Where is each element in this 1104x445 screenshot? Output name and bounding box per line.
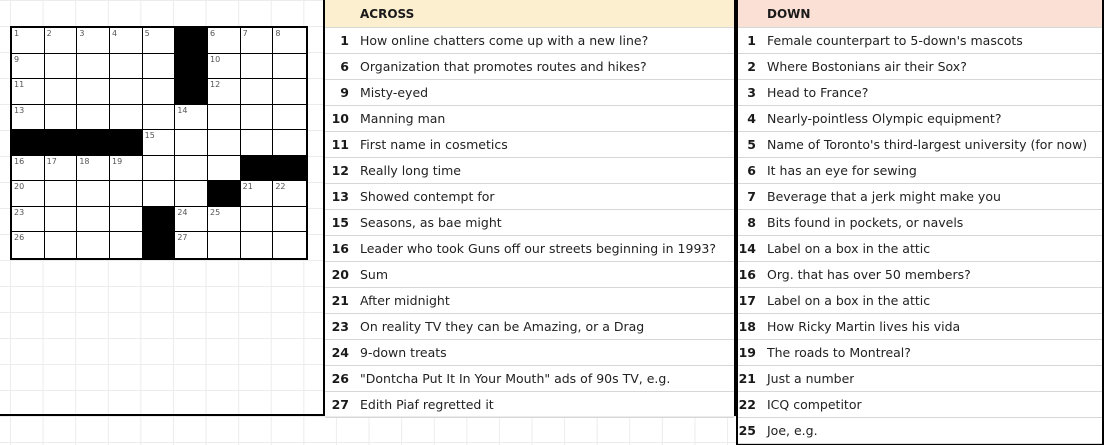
clue-text: How online chatters come up with a new line? xyxy=(360,33,649,48)
grid-cell[interactable] xyxy=(175,130,208,156)
grid-cell[interactable] xyxy=(241,54,274,80)
clue-text: 9-down treats xyxy=(360,345,447,360)
across-clue-row[interactable] xyxy=(325,106,734,132)
cell-number: 2 xyxy=(46,29,52,38)
clue-number: 9 xyxy=(340,85,349,100)
grid-cell[interactable] xyxy=(77,181,110,207)
clue-number: 13 xyxy=(331,189,349,204)
grid-cell[interactable] xyxy=(241,130,274,156)
clue-number: 21 xyxy=(331,293,349,308)
down-clue-row[interactable] xyxy=(738,314,1102,340)
clue-number: 17 xyxy=(738,293,756,308)
down-clue-row[interactable] xyxy=(738,210,1102,236)
clue-text: First name in cosmetics xyxy=(360,137,508,152)
clue-number: 12 xyxy=(331,163,349,178)
grid-cell[interactable] xyxy=(45,105,78,131)
clue-text: Org. that has over 50 members? xyxy=(767,267,971,282)
grid-cell[interactable] xyxy=(12,156,45,182)
clue-number: 23 xyxy=(331,319,349,334)
clue-text: ICQ competitor xyxy=(767,397,862,412)
cell-number: 14 xyxy=(177,105,188,115)
clue-text: Edith Piaf regretted it xyxy=(360,397,494,412)
clue-text: Organization that promotes routes and hikes? xyxy=(360,59,647,74)
clue-number: 11 xyxy=(331,137,349,152)
down-clue-row[interactable] xyxy=(738,392,1102,418)
clue-text: On reality TV they can be Amazing, or a Drag xyxy=(360,319,645,334)
cell-number: 26 xyxy=(14,233,25,243)
grid-cell[interactable] xyxy=(45,54,78,80)
clue-number: 26 xyxy=(331,371,349,386)
grid-cell[interactable] xyxy=(12,207,45,233)
grid-cell[interactable] xyxy=(143,54,176,80)
clue-text: Seasons, as bae might xyxy=(360,215,502,230)
clue-number: 6 xyxy=(747,163,756,178)
across-clue-row[interactable] xyxy=(325,132,734,158)
grid-cell[interactable] xyxy=(110,156,143,182)
grid-cell[interactable] xyxy=(273,79,306,105)
across-clue-row[interactable] xyxy=(325,236,734,262)
grid-cell[interactable] xyxy=(241,232,274,258)
grid-block xyxy=(241,156,274,182)
clue-number: 27 xyxy=(331,397,349,412)
cell-number: 1 xyxy=(14,29,20,38)
clue-text: Nearly-pointless Olympic equipment? xyxy=(767,111,1002,126)
grid-block xyxy=(12,130,45,156)
clue-text: After midnight xyxy=(360,293,450,308)
grid-block xyxy=(45,130,78,156)
down-clue-row[interactable] xyxy=(738,132,1102,158)
grid-cell[interactable] xyxy=(273,232,306,258)
clue-number: 15 xyxy=(331,215,349,230)
grid-cell[interactable] xyxy=(77,28,110,54)
cell-number: 11 xyxy=(14,80,25,90)
grid-cell[interactable] xyxy=(12,79,45,105)
clue-number: 1 xyxy=(340,33,349,48)
grid-block xyxy=(77,130,110,156)
cell-number: 27 xyxy=(177,233,188,243)
cell-number: 23 xyxy=(14,207,25,217)
across-clue-row[interactable] xyxy=(325,54,734,80)
across-clue-row[interactable] xyxy=(325,28,734,54)
grid-block xyxy=(143,232,176,258)
clue-number: 4 xyxy=(747,111,756,126)
grid-cell[interactable] xyxy=(208,79,241,105)
cell-number: 4 xyxy=(112,29,118,38)
grid-cell[interactable] xyxy=(143,105,176,131)
clue-text: Female counterpart to 5-down's mascots xyxy=(767,33,1023,48)
grid-cell[interactable] xyxy=(12,232,45,258)
across-clue-row[interactable] xyxy=(325,366,734,392)
cell-number: 25 xyxy=(210,207,221,217)
grid-cell[interactable] xyxy=(12,28,45,54)
across-clue-row[interactable] xyxy=(325,210,734,236)
clue-number: 8 xyxy=(747,215,756,230)
cell-number: 12 xyxy=(210,80,221,90)
cell-number: 8 xyxy=(275,29,281,38)
down-clue-row[interactable] xyxy=(738,366,1102,392)
grid-cell[interactable] xyxy=(208,232,241,258)
clue-text: Beverage that a jerk might make you xyxy=(767,189,1001,204)
across-clue-row[interactable] xyxy=(325,184,734,210)
crossword-grid xyxy=(10,26,308,260)
across-clue-row[interactable] xyxy=(325,288,734,314)
across-clues-panel xyxy=(323,0,736,416)
grid-cell[interactable] xyxy=(45,28,78,54)
grid-cell[interactable] xyxy=(273,207,306,233)
cell-number: 7 xyxy=(242,29,248,38)
clue-number: 5 xyxy=(747,137,756,152)
clue-text: Just a number xyxy=(767,371,855,386)
grid-cell[interactable] xyxy=(175,105,208,131)
across-clue-row[interactable] xyxy=(325,314,734,340)
grid-cell[interactable] xyxy=(208,28,241,54)
clue-number: 16 xyxy=(331,241,349,256)
grid-cell[interactable] xyxy=(208,130,241,156)
across-clue-row[interactable] xyxy=(325,340,734,366)
cell-number: 18 xyxy=(79,156,90,166)
grid-cell[interactable] xyxy=(45,79,78,105)
across-heading: ACROSS xyxy=(325,0,734,28)
down-clue-row[interactable] xyxy=(738,418,1102,444)
grid-block xyxy=(175,54,208,80)
clue-text: Head to France? xyxy=(767,85,869,100)
grid-cell[interactable] xyxy=(110,54,143,80)
clue-text: Manning man xyxy=(360,111,446,126)
grid-cell[interactable] xyxy=(273,54,306,80)
cell-number: 15 xyxy=(144,131,155,141)
down-clue-row[interactable] xyxy=(738,236,1102,262)
across-clue-row[interactable] xyxy=(325,392,734,418)
grid-block xyxy=(208,181,241,207)
clue-number: 7 xyxy=(747,189,756,204)
clue-number: 20 xyxy=(331,267,349,282)
down-clues-panel xyxy=(736,0,1104,445)
grid-cell[interactable] xyxy=(45,232,78,258)
down-clue-row[interactable] xyxy=(738,288,1102,314)
cell-number: 6 xyxy=(210,29,216,38)
down-clue-row[interactable] xyxy=(738,340,1102,366)
grid-cell[interactable] xyxy=(208,207,241,233)
grid-block xyxy=(110,130,143,156)
grid-cell[interactable] xyxy=(77,79,110,105)
cell-number: 9 xyxy=(14,54,20,64)
down-clue-row[interactable] xyxy=(738,106,1102,132)
clue-text: The roads to Montreal? xyxy=(767,345,911,360)
grid-cell[interactable] xyxy=(273,28,306,54)
clue-number: 10 xyxy=(331,111,349,126)
down-clue-row[interactable] xyxy=(738,184,1102,210)
grid-cell[interactable] xyxy=(110,207,143,233)
grid-cell[interactable] xyxy=(143,79,176,105)
grid-cell[interactable] xyxy=(241,28,274,54)
grid-cell[interactable] xyxy=(273,105,306,131)
grid-cell[interactable] xyxy=(12,105,45,131)
down-heading: DOWN xyxy=(738,0,1102,28)
across-clue-row[interactable] xyxy=(325,262,734,288)
cell-number: 16 xyxy=(14,156,25,166)
clue-text: Where Bostonians air their Sox? xyxy=(767,59,967,74)
grid-cell[interactable] xyxy=(208,156,241,182)
clue-number: 18 xyxy=(738,319,756,334)
cell-number: 20 xyxy=(14,182,25,192)
grid-cell[interactable] xyxy=(208,105,241,131)
clue-number: 1 xyxy=(747,33,756,48)
grid-cell[interactable] xyxy=(110,28,143,54)
clue-text: Misty-eyed xyxy=(360,85,429,100)
cell-number: 21 xyxy=(242,182,253,192)
down-clue-row[interactable] xyxy=(738,28,1102,54)
down-clue-list xyxy=(738,28,1102,444)
across-clue-row[interactable] xyxy=(325,80,734,106)
grid-cell[interactable] xyxy=(175,207,208,233)
down-clue-row[interactable] xyxy=(738,54,1102,80)
clue-number: 6 xyxy=(340,59,349,74)
grid-cell[interactable] xyxy=(143,156,176,182)
clue-text: "Dontcha Put It In Your Mouth" ads of 90s TV, e.g. xyxy=(360,371,671,386)
grid-cell[interactable] xyxy=(143,181,176,207)
across-clue-list xyxy=(325,28,734,418)
across-clue-row[interactable] xyxy=(325,158,734,184)
grid-block xyxy=(143,207,176,233)
grid-cell[interactable] xyxy=(241,207,274,233)
grid-block xyxy=(175,79,208,105)
clue-text: How Ricky Martin lives his vida xyxy=(767,319,961,334)
clue-number: 22 xyxy=(738,397,756,412)
grid-cell[interactable] xyxy=(77,156,110,182)
grid-cell[interactable] xyxy=(241,181,274,207)
grid-cell[interactable] xyxy=(77,232,110,258)
grid-cell[interactable] xyxy=(12,181,45,207)
grid-cell[interactable] xyxy=(273,130,306,156)
cell-number: 10 xyxy=(210,54,221,64)
clue-number: 21 xyxy=(738,371,756,386)
cell-number: 3 xyxy=(79,29,85,38)
grid-cell[interactable] xyxy=(12,54,45,80)
cell-number: 13 xyxy=(14,105,25,115)
cell-number: 19 xyxy=(112,156,123,166)
grid-cell[interactable] xyxy=(175,181,208,207)
grid-cell[interactable] xyxy=(77,54,110,80)
grid-cell[interactable] xyxy=(77,105,110,131)
clue-text: Showed contempt for xyxy=(360,189,495,204)
clue-number: 2 xyxy=(747,59,756,74)
grid-cell[interactable] xyxy=(45,207,78,233)
grid-block xyxy=(175,28,208,54)
grid-cell[interactable] xyxy=(77,207,110,233)
clue-text: It has an eye for sewing xyxy=(767,163,917,178)
grid-cell[interactable] xyxy=(110,181,143,207)
grid-cell[interactable] xyxy=(175,156,208,182)
grid-cell[interactable] xyxy=(208,54,241,80)
grid-cell[interactable] xyxy=(143,130,176,156)
clue-text: Name of Toronto's third-largest university (for now) xyxy=(767,137,1088,152)
grid-cell[interactable] xyxy=(45,181,78,207)
clue-number: 25 xyxy=(738,423,756,438)
clue-text: Joe, e.g. xyxy=(767,423,818,438)
grid-cell[interactable] xyxy=(110,105,143,131)
grid-cell[interactable] xyxy=(273,181,306,207)
clue-text: Really long time xyxy=(360,163,461,178)
grid-block xyxy=(273,156,306,182)
grid-cell[interactable] xyxy=(110,79,143,105)
grid-cell[interactable] xyxy=(241,79,274,105)
down-clue-row[interactable] xyxy=(738,158,1102,184)
grid-cell[interactable] xyxy=(241,105,274,131)
cell-number: 5 xyxy=(144,29,150,38)
grid-cell[interactable] xyxy=(45,156,78,182)
clue-number: 16 xyxy=(738,267,756,282)
grid-cell[interactable] xyxy=(110,232,143,258)
clue-number: 19 xyxy=(738,345,756,360)
clue-text: Label on a box in the attic xyxy=(767,241,931,256)
cell-number: 17 xyxy=(46,156,57,166)
cell-number: 24 xyxy=(177,207,188,217)
clue-number: 14 xyxy=(738,241,756,256)
clue-text: Leader who took Guns off our streets beginning in 1993? xyxy=(360,241,716,256)
clue-number: 3 xyxy=(747,85,756,100)
cell-number: 22 xyxy=(275,182,286,192)
grid-cell[interactable] xyxy=(143,28,176,54)
clue-text: Bits found in pockets, or navels xyxy=(767,215,964,230)
down-clue-row[interactable] xyxy=(738,80,1102,106)
grid-cell[interactable] xyxy=(175,232,208,258)
clue-text: Sum xyxy=(360,267,389,282)
down-clue-row[interactable] xyxy=(738,262,1102,288)
clue-text: Label on a box in the attic xyxy=(767,293,931,308)
clue-number: 24 xyxy=(331,345,349,360)
